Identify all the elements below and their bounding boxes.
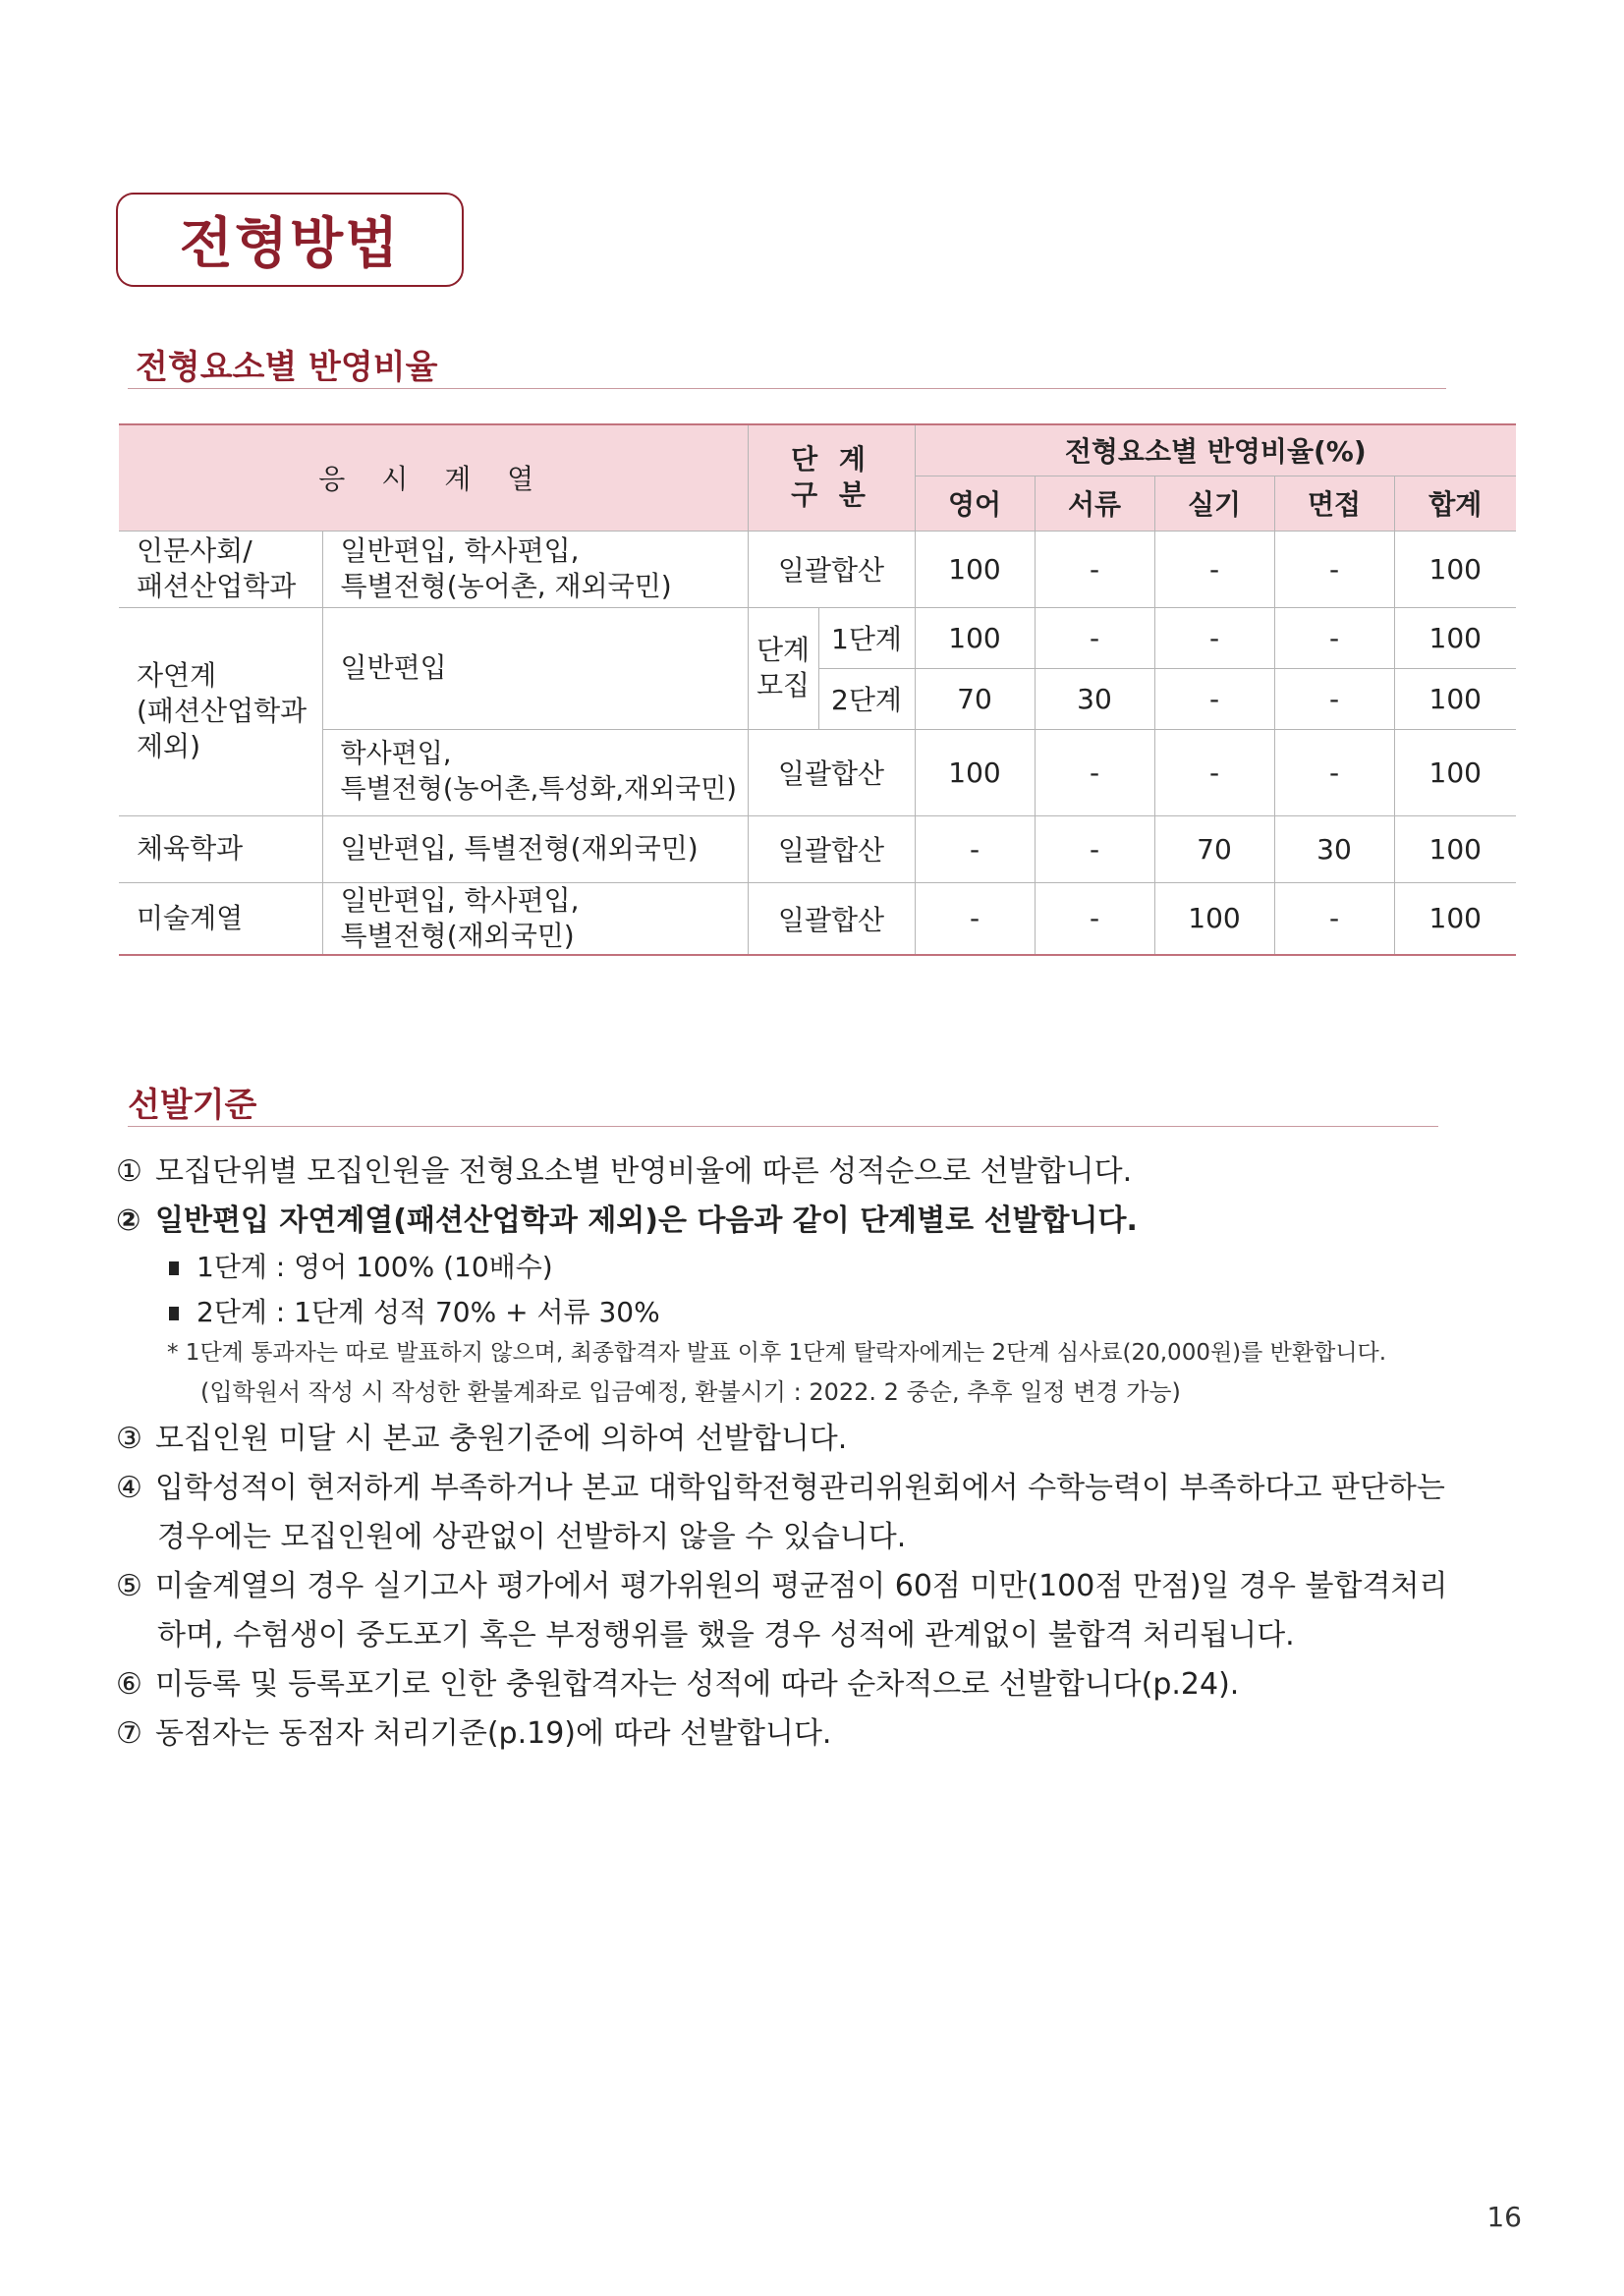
cell-value: 70 xyxy=(1154,815,1274,882)
cell-value: - xyxy=(1154,531,1274,607)
ratio-table xyxy=(119,423,1516,956)
cell-value: 100 xyxy=(1154,882,1274,955)
note-line: (입학원서 작성 시 작성한 환불계좌로 입금예정, 환불시기 : 2022. 2 중순, 추후 일정 변경 가능) xyxy=(200,1378,1181,1406)
section-heading-ratio: 전형요소별 반영비율 xyxy=(136,348,438,387)
cell-type: 일반편입 xyxy=(322,607,748,729)
header-english: 영어 xyxy=(915,476,1035,531)
cell-stage-group: 단계 모집 xyxy=(748,607,818,729)
cell-value: 100 xyxy=(915,729,1035,815)
cell-value: 30 xyxy=(1035,668,1154,729)
page-title: 전형방법 xyxy=(179,212,401,276)
cell-value: - xyxy=(1035,729,1154,815)
cell-value: - xyxy=(1274,607,1394,668)
criteria-item-4: ④ 입학성적이 현저하게 부족하거나 본교 대학입학전형관리위원회에서 수학능력이 부족하다고 판단하는 xyxy=(116,1471,1445,1505)
header-documents: 서류 xyxy=(1035,476,1154,531)
cell-value: 100 xyxy=(1394,729,1516,815)
cell-field: 체육학과 xyxy=(119,815,322,882)
section-rule xyxy=(128,388,1446,389)
criteria-item-6: ⑥ 미등록 및 등록포기로 인한 충원합격자는 성적에 따라 순차적으로 선발합니다(p.24). xyxy=(116,1667,1240,1702)
cell-value: 100 xyxy=(1394,882,1516,955)
criteria-item-5: ⑤ 미술계열의 경우 실기고사 평가에서 평가위원의 평균점이 60점 미만(100점 만점)일 경우 불합격처리 xyxy=(116,1569,1448,1603)
cell-value: - xyxy=(1154,668,1274,729)
cell-stage: 일괄합산 xyxy=(748,729,915,815)
cell-stage: 일괄합산 xyxy=(748,882,915,955)
header-field: 응 시 계 열 xyxy=(119,424,748,531)
cell-value: 100 xyxy=(915,531,1035,607)
cell-value: - xyxy=(1035,607,1154,668)
cell-value: - xyxy=(1035,815,1154,882)
section-heading-criteria: 선발기준 xyxy=(128,1086,257,1125)
cell-value: - xyxy=(1274,531,1394,607)
cell-value: 70 xyxy=(915,668,1035,729)
cell-value: - xyxy=(1035,882,1154,955)
header-practical: 실기 xyxy=(1154,476,1274,531)
criteria-item-7: ⑦ 동점자는 동점자 처리기준(p.19)에 따라 선발합니다. xyxy=(116,1716,832,1751)
cell-value: 100 xyxy=(1394,668,1516,729)
square-bullet-icon xyxy=(169,1307,179,1320)
cell-value: - xyxy=(1154,607,1274,668)
table-row xyxy=(119,882,1516,955)
cell-field: 인문사회/ 패션산업학과 xyxy=(119,531,322,607)
cell-value: - xyxy=(915,815,1035,882)
header-interview: 면접 xyxy=(1274,476,1394,531)
criteria-item-5-cont: 하며, 수험생이 중도포기 혹은 부정행위를 했을 경우 성적에 관계없이 불합격 처리됩니다. xyxy=(157,1618,1295,1652)
table-row xyxy=(119,607,1516,668)
page-number: 16 xyxy=(1486,2201,1522,2233)
header-ratio-title: 전형요소별 반영비율(%) xyxy=(915,424,1516,476)
criteria-item-4-cont: 경우에는 모집인원에 상관없이 선발하지 않을 수 있습니다. xyxy=(157,1520,907,1554)
cell-value: - xyxy=(915,882,1035,955)
header-total: 합계 xyxy=(1394,476,1516,531)
table-row xyxy=(119,729,1516,815)
cell-value: 30 xyxy=(1274,815,1394,882)
cell-value: - xyxy=(1274,882,1394,955)
cell-type: 학사편입, 특별전형(농어촌,특성화,재외국민) xyxy=(322,729,748,815)
cell-value: - xyxy=(1154,729,1274,815)
cell-type: 일반편입, 특별전형(재외국민) xyxy=(322,815,748,882)
cell-value: - xyxy=(1274,668,1394,729)
section-rule xyxy=(128,1126,1438,1127)
cell-value: - xyxy=(1274,729,1394,815)
header-stage: 단 계 구 분 xyxy=(748,424,915,531)
cell-field: 자연계 (패션산업학과 제외) xyxy=(119,607,322,815)
criteria-item-2: ② 일반편입 자연계열(패션산업학과 제외)은 다음과 같이 단계별로 선발합니다. xyxy=(116,1204,1138,1238)
square-bullet-icon xyxy=(169,1261,179,1275)
cell-stage: 일괄합산 xyxy=(748,815,915,882)
cell-value: 100 xyxy=(915,607,1035,668)
page-title-box xyxy=(116,193,464,287)
cell-value: 100 xyxy=(1394,607,1516,668)
cell-stage: 1단계 xyxy=(818,607,915,668)
cell-value: - xyxy=(1035,531,1154,607)
bullet-item: 2단계 : 1단계 성적 70% + 서류 30% xyxy=(169,1293,660,1332)
table-row xyxy=(119,815,1516,882)
cell-value: 100 xyxy=(1394,815,1516,882)
criteria-item-1: ① 모집단위별 모집인원을 전형요소별 반영비율에 따른 성적순으로 선발합니다. xyxy=(116,1154,1133,1189)
cell-type: 일반편입, 학사편입, 특별전형(농어촌, 재외국민) xyxy=(322,531,748,607)
bullet-item: 1단계 : 영어 100% (10배수) xyxy=(169,1248,553,1287)
criteria-item-3: ③ 모집인원 미달 시 본교 충원기준에 의하여 선발합니다. xyxy=(116,1422,848,1456)
cell-value: 100 xyxy=(1394,531,1516,607)
cell-stage: 2단계 xyxy=(818,668,915,729)
cell-field: 미술계열 xyxy=(119,882,322,955)
cell-stage: 일괄합산 xyxy=(748,531,915,607)
table-row xyxy=(119,531,1516,607)
note-line: * 1단계 통과자는 따로 발표하지 않으며, 최종합격자 발표 이후 1단계 탈락자에게는 2단계 심사료(20,000원)를 반환합니다. xyxy=(167,1340,1387,1366)
cell-type: 일반편입, 학사편입, 특별전형(재외국민) xyxy=(322,882,748,955)
